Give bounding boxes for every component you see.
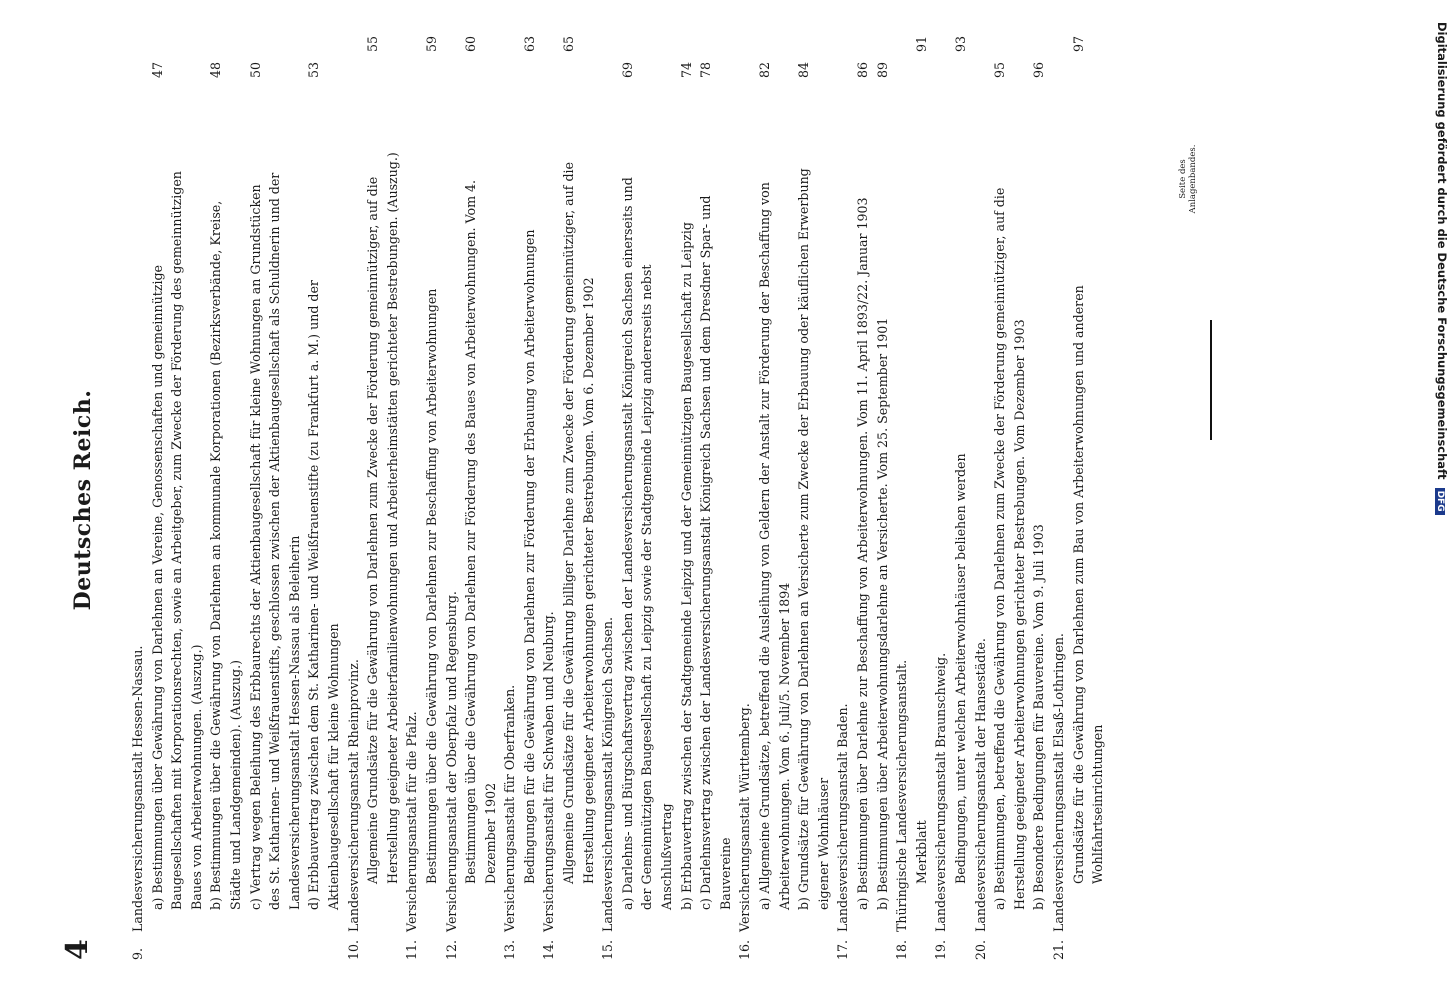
toc-row	[500, 40, 520, 960]
toc-page: 96	[1031, 62, 1047, 79]
toc-number: 17.	[835, 939, 851, 960]
toc-entry: Versicherungsanstalt der Oberpfalz und Regensburg.	[443, 591, 459, 932]
toc-number	[696, 932, 735, 960]
toc-number	[422, 932, 442, 960]
watermark	[1429, 12, 1451, 982]
toc-page	[735, 84, 755, 182]
toc-number	[873, 932, 893, 960]
toc-entry: Bedingungen, unter welchen Arbeiterwohnhäuser beliehen werden	[952, 453, 968, 884]
toc-entry: Bestimmungen über die Gewährung von Darlehnen zur Beschaffung von Arbeiterwohnungen	[423, 288, 439, 884]
toc-number: 9.	[130, 947, 145, 960]
toc-row	[246, 40, 305, 960]
toc-page: 97	[1070, 36, 1086, 53]
toc-number	[461, 932, 500, 960]
toc-page: 74	[678, 62, 694, 79]
toc-entry: Merkblatt	[913, 820, 929, 884]
toc-page	[344, 84, 364, 182]
toc-page: 55	[365, 36, 381, 53]
toc-number	[677, 932, 697, 960]
toc-entry: Versicherungsanstalt Württemberg.	[737, 703, 753, 932]
toc-page: 91	[913, 36, 929, 53]
separator-rule	[1210, 320, 1212, 440]
toc-entry: Allgemeine Grundsätze für die Gewährung von Darlehnen zum Zwecke der Förderung gemeinnütziger, auf die Herstellung geeigneter Arbeiterfamilienwohnungen und Arbeiterheimstätten gerichteter Bestrebungen. (Auszug.)	[365, 152, 400, 884]
toc-number	[853, 932, 873, 960]
toc-entry: b) Bestimmungen über Arbeiterwohnungsdarlehne an Versicherte. Vom 25. September 1901	[874, 317, 890, 910]
toc-entry: a) Bestimmungen über Gewährung von Darlehnen an Vereine, Genossenschaften und gemeinnützige Baugesellschaften mit Korporationsrechten, sowie an Arbeitgeber, zum Zwecke der Förderung des gemeinnützigen Baues von Arbeiterwohnungen. (Auszug.)	[149, 171, 204, 910]
toc-page: 78	[698, 62, 714, 79]
toc-row	[1069, 36, 1108, 960]
toc-page	[128, 84, 148, 182]
toc-row	[422, 36, 442, 960]
toc-number: 12.	[443, 939, 459, 960]
toc-entry: Bestimmungen über die Gewährung von Darlehnen zur Förderung des Baues von Arbeiterwohnungen. Vom 4. Dezember 1902	[463, 179, 498, 884]
table-of-contents	[128, 36, 1108, 960]
toc-page	[539, 84, 559, 182]
toc-entry: Landesversicherungsanstalt Baden.	[835, 703, 851, 932]
toc-number	[794, 932, 833, 960]
toc-number: 21.	[1050, 939, 1066, 960]
toc-row	[853, 40, 873, 960]
toc-row	[892, 40, 912, 960]
toc-row	[128, 40, 148, 960]
toc-number	[304, 932, 343, 960]
toc-page: 89	[874, 62, 890, 79]
toc-number: 18.	[894, 939, 910, 960]
toc-entry: Grundsätze für die Gewährung von Darlehnen zum Bau von Arbeiterwohnungen und anderen Wohlfahrtseinrichtungen	[1070, 285, 1106, 884]
toc-page	[971, 84, 991, 182]
toc-page	[892, 84, 912, 182]
toc-row	[1049, 40, 1069, 960]
toc-row	[148, 40, 207, 960]
toc-entry: b) Grundsätze für Gewährung von Darlehnen an Versicherte zum Zwecke der Erbauung oder käuflichen Erwerbung eigener Wohnhäuser	[796, 168, 831, 910]
toc-entry: Landesversicherungsanstalt Elsaß-Lothringen.	[1050, 633, 1066, 932]
toc-number	[755, 932, 794, 960]
toc-entry: c) Darlehnsvertrag zwischen der Landesversicherungsanstalt Königreich Sachsen und dem Dresdner Spar- und Bauvereine	[698, 195, 733, 910]
toc-entry: a) Bestimmungen, betreffend die Gewährung von Darlehnen zum Zwecke der Förderung gemeinnütziger, auf die Herstellung geeigneter Arbeiterwohnungen gerichteter Bestrebungen. Vom Dezember 1903	[992, 187, 1027, 910]
toc-number	[206, 932, 245, 960]
toc-row	[696, 40, 735, 960]
page-heading: Deutsches Reich.	[70, 389, 96, 611]
toc-row	[873, 40, 893, 960]
toc-page: 82	[757, 62, 772, 79]
toc-page	[442, 84, 462, 182]
toc-entry: Thüringische Landesversicherungsanstalt.	[894, 659, 910, 932]
toc-row	[971, 40, 991, 960]
toc-row	[304, 40, 343, 960]
toc-entry: Allgemeine Grundsätze für die Gewährung billiger Darlehne zum Zwecke der Förderung gemeinnütziger, auf die Herstellung geeigneter Arbeiterwohnungen gerichteter Bestrebungen. Vom 6. Dezember 1902	[561, 162, 596, 884]
column-header: Seite des Anlagenbandes.	[1178, 144, 1198, 214]
toc-entry: Landesversicherungsanstalt Rheinprovinz.	[345, 659, 361, 932]
toc-row	[520, 36, 540, 960]
toc-number	[559, 932, 598, 960]
toc-number	[618, 932, 677, 960]
toc-row	[442, 40, 462, 960]
toc-number	[990, 932, 1029, 960]
toc-row	[677, 40, 697, 960]
toc-entry: b) Erbbauvertrag zwischen der Stadtgemeinde Leipzig und der Gemeinnützigen Baugesellschaft zu Leipzig	[678, 222, 694, 910]
toc-row	[206, 40, 245, 960]
toc-row	[833, 40, 853, 960]
toc-entry: Landesversicherungsanstalt Königreich Sachsen.	[600, 616, 616, 932]
toc-page: 69	[619, 62, 635, 79]
toc-page: 93	[952, 36, 968, 53]
toc-entry: d) Erbbauvertrag zwischen dem St. Katharinen- und Weißfrauenstifte (zu Frankfurt a. M.) und der Aktienbaugesellschaft für kleine Wohnungen	[306, 280, 341, 910]
toc-row	[598, 40, 618, 960]
dfg-logo: DFG	[1435, 488, 1445, 515]
toc-number	[246, 932, 305, 960]
toc-number	[363, 932, 402, 960]
toc-page: 59	[423, 36, 439, 53]
toc-page: 63	[521, 36, 537, 53]
toc-entry: c) Vertrag wegen Beleihung des Erbbaurechts der Aktienbaugesellschaft für kleine Wohnungen an Grundstücken des St. Katharinen- und Weißfrauenstifts, geschlossen zwischen der Aktienbaugesellschaft als Schuldnerin und der Landesversicherungsanstalt Hessen-Nassau als Beleiherin	[247, 172, 302, 910]
watermark-text: Digitalisierung gefördert durch die Deutsche Forschungsgemeinschaft	[1435, 22, 1449, 480]
toc-row	[461, 36, 500, 960]
toc-number: 20.	[972, 939, 988, 960]
toc-entry: a) Allgemeine Grundsätze, betreffend die Ausleihung von Geldern der Anstalt zur Förderung der Beschaffung von Arbeiterwohnungen. Vom 6. Juli/5. November 1894	[757, 182, 792, 910]
toc-page: 84	[796, 62, 812, 79]
toc-row	[539, 40, 559, 960]
toc-page: 53	[306, 62, 322, 79]
toc-row	[912, 36, 932, 960]
toc-number: 11.	[404, 939, 420, 960]
toc-page: 60	[463, 36, 479, 53]
toc-entry: Bedingungen für die Gewährung von Darlehnen zur Förderung der Erbauung von Arbeiterwohnungen	[521, 229, 537, 884]
toc-row	[735, 40, 755, 960]
toc-entry: b) Besondere Bedingungen für Bauvereine. Vom 9. Juli 1903	[1031, 524, 1047, 910]
rotated-page-content	[60, 36, 1330, 960]
toc-entry: Landesversicherungsanstalt Hessen-Nassau.	[130, 645, 145, 932]
toc-row	[559, 36, 598, 960]
toc-number	[520, 932, 540, 960]
toc-number: 16.	[737, 939, 753, 960]
toc-page	[598, 84, 618, 182]
toc-entry: Versicherungsanstalt für Schwaben und Neuburg.	[541, 611, 557, 932]
toc-page: 95	[992, 62, 1008, 79]
toc-page	[402, 84, 422, 182]
toc-entry: Versicherungsanstalt für die Pfalz.	[404, 711, 420, 932]
toc-number: 19.	[933, 939, 949, 960]
toc-row	[794, 40, 833, 960]
toc-entry: Landesversicherungsanstalt der Hansestädte.	[972, 638, 988, 932]
toc-row	[990, 40, 1029, 960]
toc-page: 50	[247, 62, 263, 79]
toc-page	[500, 84, 520, 182]
toc-number: 15.	[600, 939, 616, 960]
toc-page	[931, 84, 951, 182]
toc-number	[1069, 932, 1108, 960]
toc-row	[951, 36, 971, 960]
toc-entry: Versicherungsanstalt für Oberfranken.	[502, 684, 518, 932]
toc-entry: a) Bestimmungen über Darlehne zur Beschaffung von Arbeiterwohnungen. Vom 11. April 1893/22. Januar 1903	[854, 197, 870, 910]
toc-page: 65	[561, 36, 577, 53]
toc-number: 10.	[345, 939, 361, 960]
toc-page: 86	[854, 62, 870, 79]
toc-number: 13.	[502, 939, 518, 960]
toc-number	[148, 932, 207, 960]
toc-number	[912, 932, 932, 960]
toc-page	[833, 84, 853, 182]
toc-number: 14.	[541, 939, 557, 960]
toc-page: 47	[149, 62, 165, 79]
toc-row	[344, 40, 364, 960]
toc-page	[1049, 84, 1069, 182]
toc-row	[755, 40, 794, 960]
toc-row	[618, 40, 677, 960]
toc-entry: Landesversicherungsanstalt Braunschweig.	[933, 652, 949, 932]
toc-entry: b) Bestimmungen über die Gewährung von Darlehnen an kommunale Korporationen (Bezirksverbände, Kreise, Städte und Landgemeinden). (Auszug.)	[208, 200, 243, 910]
toc-row	[363, 36, 402, 960]
toc-number	[951, 932, 971, 960]
toc-number	[1029, 932, 1049, 960]
toc-row	[402, 40, 422, 960]
toc-page: 48	[208, 62, 224, 79]
toc-row	[1029, 40, 1049, 960]
toc-row	[931, 40, 951, 960]
page-number: 4	[60, 939, 95, 960]
toc-entry: a) Darlehns- und Bürgschaftsvertrag zwischen der Landesversicherungsanstalt Königreich Sachsen einerseits und der Gemeinnützigen Baugesellschaft zu Leipzig sowie der Stadtgemeinde Leipzig andererseits nebst Anschlußvertrag	[619, 177, 675, 910]
